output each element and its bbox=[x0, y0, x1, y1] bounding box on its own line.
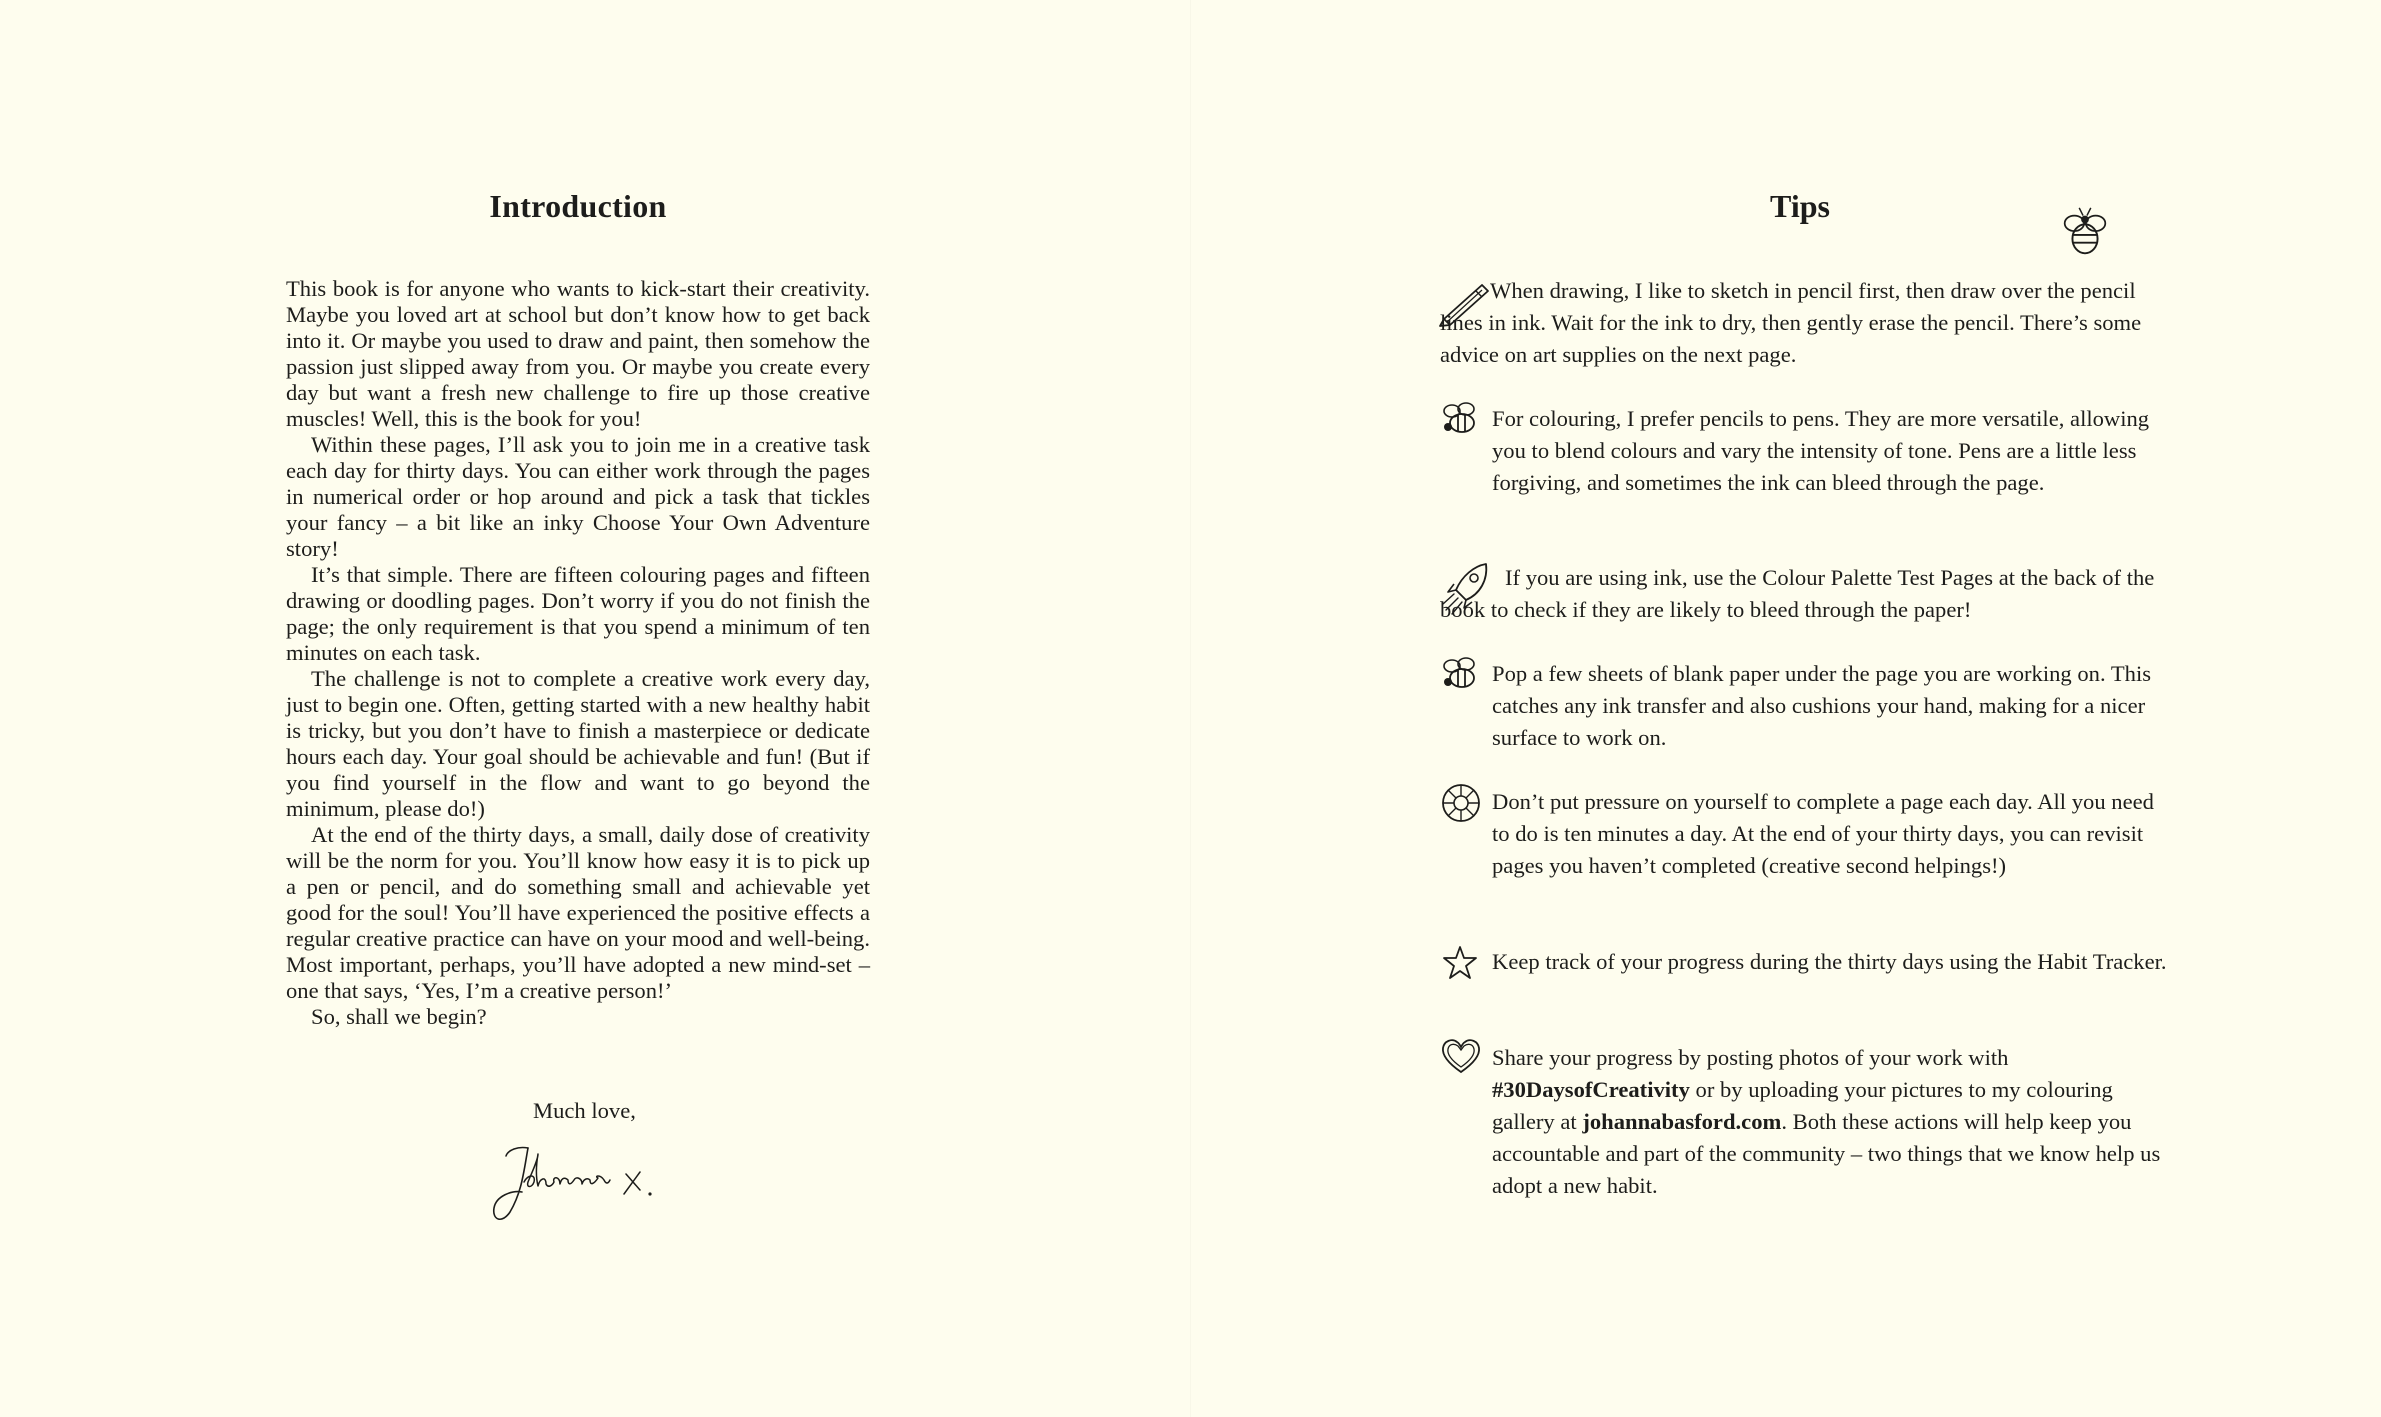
introduction-title: Introduction bbox=[489, 188, 667, 224]
intro-paragraph-5: At the end of the thirty days, a small, daily dose of creativity will be the norm for you. You’ll know how easy it is to pick up a pen or pencil, and do something small and achievable yet good for the soul! You’ll have experienced the positive effects a regular creative practice can have on your mood and well-being. Most important, perhaps, you’ll have adopted a new mind-set – one that says, ‘Yes, I’m a creative person!’ bbox=[286, 822, 870, 1003]
tip-text: If you are using ink, use the Colour Palette Test Pages at the back of the book to check if they are likely to bleed through the paper! bbox=[1440, 565, 2155, 622]
hashtag: #30DaysofCreativity bbox=[1492, 1077, 1690, 1102]
intro-paragraph-4: The challenge is not to complete a creative work every day, just to begin one. Often, getting started with a new healthy habit is tricky, but you don’t have to finish a masterpiece or dedicate hours each day. Your goal should be achievable and fun! (But if you find yourself in the flow and want to go beyond the minimum, please do!) bbox=[286, 666, 870, 821]
tips-title: Tips bbox=[1770, 188, 1830, 224]
flower-icon bbox=[1440, 782, 1482, 824]
tip-item bbox=[1440, 562, 2170, 626]
tip-text-part: or by uploading your pictures to my colouring gallery at bbox=[1492, 1077, 2113, 1134]
intro-paragraph-6: So, shall we begin? bbox=[311, 1004, 487, 1029]
tip-item bbox=[1440, 1042, 2170, 1202]
tip-text: For colouring, I prefer pencils to pens. They are more versatile, allowing you to blend colours and vary the intensity of tone. Pens are a little less forgiving, and sometimes the ink can bleed through the page. bbox=[1492, 406, 2150, 495]
tip-text: Pop a few sheets of blank paper under the page you are working on. This catches any ink transfer and also cushions your hand, making for a nicer surface to work on. bbox=[1492, 661, 2152, 750]
tip-item bbox=[1440, 403, 2170, 499]
handwritten-signature bbox=[488, 1120, 688, 1230]
tip-text: Don’t put pressure on yourself to complete a page each day. All you need to do is ten minutes a day. At the end of your thirty days, you can revisit pages you haven’t completed (creative second helpings!) bbox=[1492, 789, 2154, 878]
tip-text: Keep track of your progress during the thirty days using the Habit Tracker. bbox=[1492, 949, 2167, 974]
tip-text: When drawing, I like to sketch in pencil first, then draw over the pencil lines in ink. Wait for the ink to dry, then gently erase the pencil. There’s some advice on art supplies on the next page. bbox=[1440, 278, 2142, 367]
page-gutter bbox=[1190, 0, 1191, 1417]
website-link[interactable]: johannabasford.com bbox=[1582, 1109, 1782, 1134]
tip-text bbox=[1440, 1042, 2170, 1202]
bee-icon bbox=[2056, 204, 2114, 262]
rocket-icon bbox=[1440, 560, 1492, 618]
heart-icon bbox=[1440, 1037, 1482, 1075]
intro-paragraph-1: This book is for anyone who wants to kick-start their creativity. Maybe you loved art at school but don’t know how to get back into it. Or maybe you used to draw and paint, then somehow the passion just slipped away from you. Or maybe you create every day but want a fresh new challenge to fire up those creative muscles! Well, this is the book for you! bbox=[286, 276, 870, 431]
bee-icon bbox=[1440, 401, 1480, 437]
intro-paragraph-2: Within these pages, I’ll ask you to join me in a creative task each day for thirty days. You can either work through the pages in numerical order or hop around and pick a task that tickles your fancy – a bit like an inky Choose Your Own Adventure story! bbox=[286, 432, 870, 561]
signoff: Much love, bbox=[533, 1098, 636, 1123]
bee-icon bbox=[1440, 656, 1480, 692]
tip-item bbox=[1440, 946, 2170, 978]
tip-item bbox=[1440, 786, 2170, 882]
intro-paragraph-3: It’s that simple. There are fifteen colouring pages and fifteen drawing or doodling pages. Don’t worry if you do not finish the page; the only requirement is that you spend a minimum of ten minutes on each task. bbox=[286, 562, 870, 665]
tip-text-part: Share your progress by posting photos of your work with bbox=[1492, 1045, 2009, 1070]
tip-item bbox=[1440, 275, 2170, 371]
pencil-icon bbox=[1438, 279, 1490, 327]
introduction-body bbox=[286, 276, 870, 1030]
tip-item bbox=[1440, 658, 2170, 754]
tip-text-part: . Both these actions will help keep you accountable and part of the community – two things that we know help us adopt a new habit. bbox=[1492, 1109, 2161, 1198]
star-icon bbox=[1442, 945, 1478, 981]
